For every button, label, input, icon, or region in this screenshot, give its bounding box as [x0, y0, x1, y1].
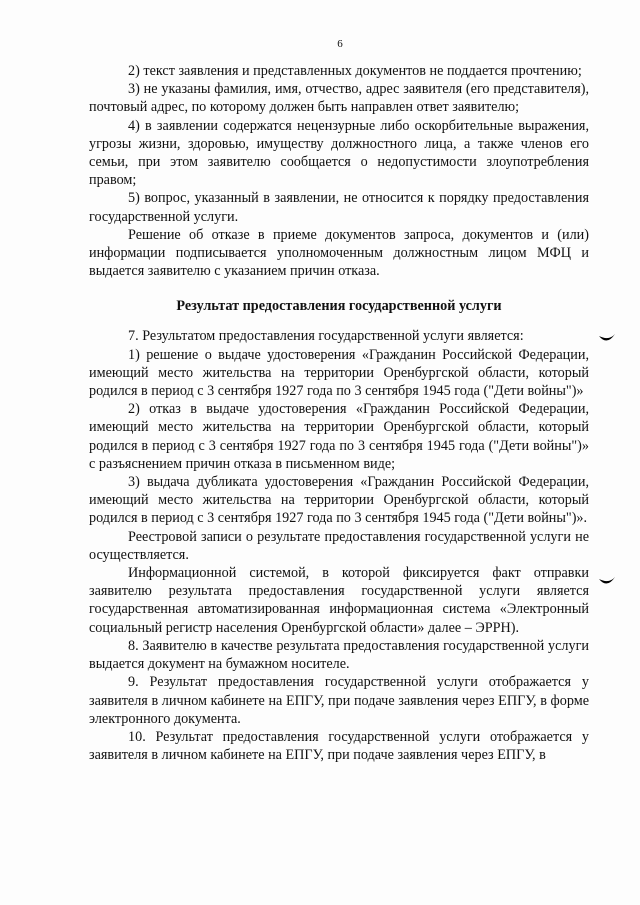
page-number: 6	[337, 38, 343, 50]
list-item: 2) отказ в выдаче удостоверения «Гражданин Российской Федерации, имеющий место жительства на территории Оренбургской области, который родился в период с 3 сентября 1927 года по 3 сентября 1945 года ("Дети войны")» с разъяснением причин отказа в письменном виде;	[89, 401, 589, 472]
document-body	[89, 62, 589, 764]
margin-mark-icon	[598, 576, 616, 588]
paragraph: Информационной системой, в которой фиксируется факт отправки заявителю результата предоставления государственной услуги является государственная автоматизированная информационная система «Электронный социальный регистр населения Оренбургской области» далее – ЭРРН).	[89, 565, 589, 636]
paragraph: 8. Заявителю в качестве результата предоставления государственной услуги выдается документ на бумажном носителе.	[89, 637, 589, 673]
list-item: 1) решение о выдаче удостоверения «Гражданин Российской Федерации, имеющий место жительства на территории Оренбургской области, который родился в период с 3 сентября 1927 года по 3 сентября 1945 года ("Дети войны")»	[89, 346, 589, 400]
paragraph: 9. Результат предоставления государственной услуги отображается у заявителя в личном кабинете на ЕПГУ, при подаче заявления через ЕПГУ, в форме электронного документа.	[89, 674, 589, 727]
section-title: Результат предоставления государственной услуги	[176, 298, 502, 315]
margin-mark-icon	[598, 333, 616, 345]
list-item: 4) в заявлении содержатся нецензурные либо оскорбительные выражения, угрозы жизни, здоровью, имуществу должностного лица, а также членов его семьи, при этом заявителю сообщается о недопустимости злоупотребления правом;	[89, 117, 589, 189]
paragraph: Реестровой записи о результате предоставления государственной услуги не осуществляется.	[89, 528, 589, 563]
list-item: 3) выдача дубликата удостоверения «Гражданин Российской Федерации, имеющий место жительства на территории Оренбургской области, который родился в период с 3 сентября 1927 года по 3 сентября 1945 года ("Дети войны")».	[89, 474, 589, 527]
paragraph: 7. Результатом предоставления государственной услуги является:	[128, 328, 524, 345]
list-item: 3) не указаны фамилия, имя, отчество, адрес заявителя (его представителя), почтовый адрес, по которому должен быть направлен ответ заявителю;	[89, 81, 589, 116]
list-item: 2) текст заявления и представленных документов не поддается прочтению;	[128, 63, 582, 79]
paragraph: Решение об отказе в приеме документов запроса, документов и (или) информации подписывается уполномоченным должностным лицом МФЦ и выдается заявителю с указанием причин отказа.	[89, 226, 589, 280]
paragraph: 10. Результат предоставления государственной услуги отображается у заявителя в личном кабинете на ЕПГУ, при подаче заявления через ЕПГУ, в	[89, 728, 589, 764]
list-item: 5) вопрос, указанный в заявлении, не относится к порядку предоставления государственной услуги.	[89, 190, 589, 225]
